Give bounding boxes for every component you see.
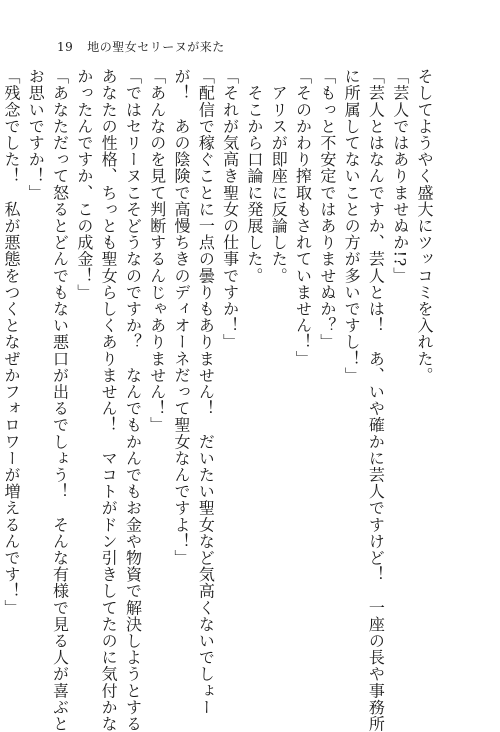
page-number: 19 (57, 40, 74, 54)
text-line: に所属してないことの方が多いですし！」 (342, 68, 362, 384)
text-line: あなたの性格、ちっとも聖女らしくありません！ マコトがドン引きしてたのに気付かな (99, 68, 119, 732)
text-line: 「あんなのを見て判断するんじゃありません！」 (147, 68, 167, 434)
text-line: そこから口論に発展した。 (244, 68, 264, 284)
text-line: アリスが即座に反論した。 (269, 68, 289, 284)
text-line: 「残念でした！ 私が悪態をつくとなぜかフォロワーが増えるんです！」 (1, 68, 21, 616)
text-line: お思いですか！」 (26, 68, 46, 201)
text-line: 「芸人とはなんですか、芸人とは！ あ、いや確かに芸人ですけど！ 一座の長や事務所 (366, 68, 386, 732)
text-line: 「それが気高き聖女の仕事ですか！」 (220, 68, 240, 351)
text-line: 「ではセリーヌこそどうなのですか？ なんでもかんでもお金や物資で解決しようとする (123, 68, 143, 732)
text-line: 「もっと不安定ではありませぬか？」 (317, 68, 337, 351)
vertical-text-body (1, 68, 436, 732)
running-header (57, 38, 225, 55)
text-line: 「あなただって怒るとどんでもない悪口が出るでしょう！ そんな有様で見る人が喜ぶと (50, 68, 70, 732)
text-line: 「配信で稼ぐことに一点の曇りもありません！ だいたい聖女など気高くないでしょー (196, 68, 216, 716)
text-line: 「そのかわり搾取もされていません！」 (293, 68, 313, 367)
text-line: かったんですか、この成金！」 (74, 68, 94, 301)
text-line: 「芸人ではありませぬか!?」 (390, 68, 410, 284)
text-line: が！ あの陰険で高慢ちきのディオーネだって聖女なんですよ！」 (172, 68, 192, 566)
text-line: そしてようやく盛大にツッコミを入れた。 (415, 68, 434, 384)
chapter-title: 地の聖女セリーヌが来た (87, 40, 225, 54)
